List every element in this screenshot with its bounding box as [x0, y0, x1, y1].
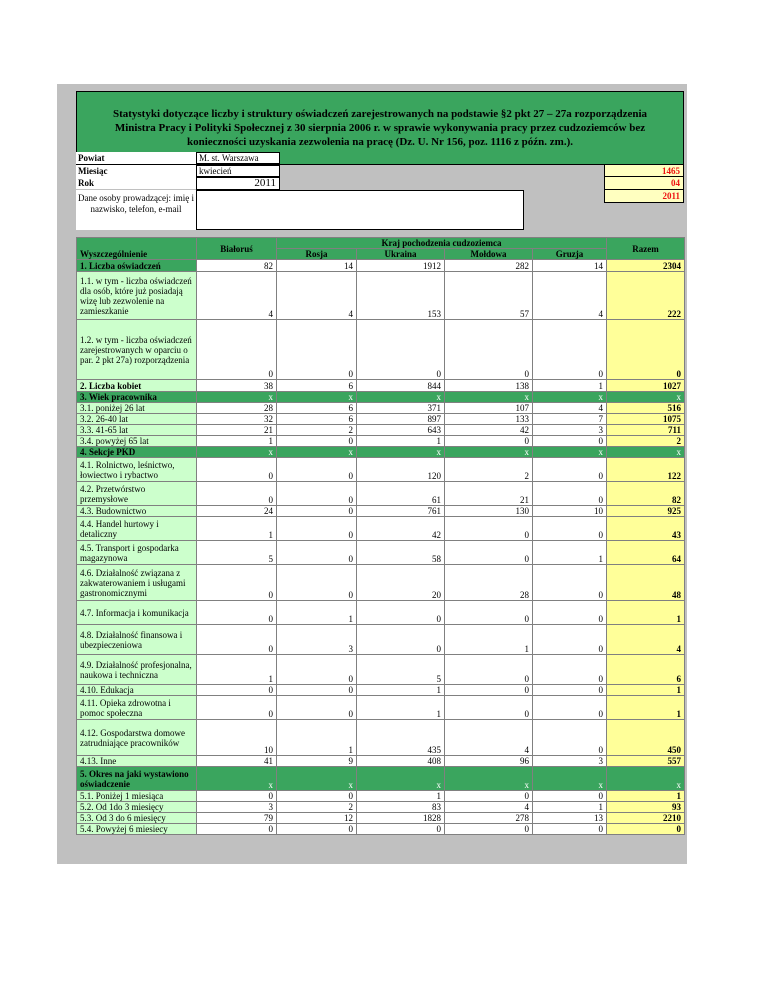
row-value-cell: x	[197, 447, 277, 458]
row-value-cell: 1	[197, 436, 277, 447]
row-value-cell: 38	[197, 380, 277, 392]
row-value-cell: x	[357, 392, 445, 403]
row-value-cell: 0	[445, 655, 533, 685]
row-value-cell: 2	[445, 458, 533, 482]
table-row	[77, 655, 685, 685]
row-value-cell: 0	[277, 436, 357, 447]
row-value-cell: 0	[445, 685, 533, 696]
table-row	[77, 685, 685, 696]
row-value-cell: x	[277, 767, 357, 791]
row-value-cell: x	[445, 447, 533, 458]
row-value-cell: 4	[533, 403, 607, 414]
row-total-cell: 1	[607, 601, 685, 625]
row-value-cell: 1828	[357, 813, 445, 824]
row-value-cell: 0	[277, 458, 357, 482]
row-value-cell: 21	[445, 482, 533, 506]
row-label: 3. Wiek pracownika	[77, 392, 197, 403]
row-label: 4.12. Gospodarstwa domowe zatrudniające pracowników	[77, 720, 197, 756]
row-value-cell: 24	[197, 506, 277, 517]
row-value-cell: 0	[445, 320, 533, 380]
row-value-cell: 0	[445, 824, 533, 835]
row-value-cell: 1912	[357, 260, 445, 272]
row-total-cell: 1027	[607, 380, 685, 392]
rok-value[interactable]: 2011	[196, 177, 280, 190]
row-value-cell: 10	[533, 506, 607, 517]
row-value-cell: 42	[357, 517, 445, 541]
row-total-cell: 93	[607, 802, 685, 813]
row-value-cell: 0	[197, 685, 277, 696]
code-rok: 2011	[604, 190, 684, 203]
row-label: 4.2. Przetwórstwo przemysłowe	[77, 482, 197, 506]
row-value-cell: 6	[277, 403, 357, 414]
row-value-cell: 0	[445, 517, 533, 541]
header-group-country: Kraj pochodzenia cudzoziemca	[277, 238, 607, 249]
row-value-cell: 0	[357, 320, 445, 380]
row-value-cell: 0	[533, 517, 607, 541]
row-label: 5.2. Od 1do 3 miesięcy	[77, 802, 197, 813]
row-total-cell: 2304	[607, 260, 685, 272]
table-row	[77, 625, 685, 655]
row-value-cell: 0	[197, 565, 277, 601]
row-value-cell: 1	[357, 791, 445, 802]
row-value-cell: 0	[277, 565, 357, 601]
row-total-cell: 222	[607, 272, 685, 320]
row-label: 1. Liczba oświadczeń	[77, 260, 197, 272]
row-total-cell: 2	[607, 436, 685, 447]
row-value-cell: 1	[357, 436, 445, 447]
row-label: 2. Liczba kobiet	[77, 380, 197, 392]
row-value-cell: 0	[277, 685, 357, 696]
row-label: 1.2. w tym - liczba oświadczeń zarejestrowanych w oparciu o par. 2 pkt 27a) rozporządzenia	[77, 320, 197, 380]
row-value-cell: 4	[445, 802, 533, 813]
row-label: 4.11. Opieka zdrowotna i pomoc społeczna	[77, 696, 197, 720]
row-value-cell: x	[533, 447, 607, 458]
row-total-cell: x	[607, 392, 685, 403]
row-total-cell: 43	[607, 517, 685, 541]
row-value-cell: 58	[357, 541, 445, 565]
row-value-cell: x	[357, 447, 445, 458]
table-row	[77, 565, 685, 601]
row-value-cell: 0	[445, 436, 533, 447]
table-row	[77, 380, 685, 392]
row-value-cell: 4	[533, 272, 607, 320]
row-label: 3.1. poniżej 26 lat	[77, 403, 197, 414]
row-total-cell: 1	[607, 696, 685, 720]
row-label: 4.4. Handel hurtowy i detaliczny	[77, 517, 197, 541]
row-value-cell: 83	[357, 802, 445, 813]
table-row	[77, 813, 685, 824]
document-title: Statystyki dotyczące liczby i struktury oświadczeń zarejestrowanych na podstawie §2 pkt 27 – 27a rozporządzenia Ministra Pracy i Polityki Społecznej z 30 sierpnia 2006 r. w sprawie wykonywania pracy przez cudzoziemców bez konieczności uzyskania zezwolenia na pracę (Dz. U. Nr 156, poz. 1116 z późn. zm.).	[76, 91, 684, 165]
row-value-cell: 0	[533, 696, 607, 720]
row-value-cell: 4	[197, 272, 277, 320]
row-value-cell: 10	[197, 720, 277, 756]
row-total-cell: 1075	[607, 414, 685, 425]
table-row	[77, 824, 685, 835]
table-row	[77, 482, 685, 506]
row-label: 5.3. Od 3 do 6 miesięcy	[77, 813, 197, 824]
row-label: 4.1. Rolnictwo, leśnictwo, łowiectwo i rybactwo	[77, 458, 197, 482]
row-label: 4.9. Działalność profesjonalna, naukowa i techniczna	[77, 655, 197, 685]
row-value-cell: 0	[357, 625, 445, 655]
header-col-5: Razem	[607, 238, 685, 260]
row-label: 4.5. Transport i gospodarka magazynowa	[77, 541, 197, 565]
row-total-cell: 711	[607, 425, 685, 436]
row-value-cell: 643	[357, 425, 445, 436]
row-label: 3.2. 26-40 lat	[77, 414, 197, 425]
row-label: 5. Okres na jaki wystawiono oświadczenie	[77, 767, 197, 791]
row-value-cell: 7	[533, 414, 607, 425]
table-row	[77, 506, 685, 517]
row-value-cell: 1	[277, 720, 357, 756]
table-row	[77, 425, 685, 436]
row-label: 4. Sekcje PKD	[77, 447, 197, 458]
powiat-label: Powiat	[76, 152, 196, 164]
table-row	[77, 272, 685, 320]
row-value-cell: 20	[357, 565, 445, 601]
row-value-cell: 3	[533, 756, 607, 767]
row-label: 5.4. Powyżej 6 miesiecy	[77, 824, 197, 835]
row-value-cell: 9	[277, 756, 357, 767]
row-total-cell: 1	[607, 685, 685, 696]
row-label: 4.3. Budownictwo	[77, 506, 197, 517]
row-value-cell: 5	[357, 655, 445, 685]
row-value-cell: 1	[445, 625, 533, 655]
row-value-cell: 0	[277, 655, 357, 685]
row-value-cell: 32	[197, 414, 277, 425]
row-value-cell: x	[445, 392, 533, 403]
row-value-cell: 0	[197, 601, 277, 625]
row-label: 3.3. 41-65 lat	[77, 425, 197, 436]
row-value-cell: 28	[445, 565, 533, 601]
row-value-cell: 278	[445, 813, 533, 824]
header-col-3: Mołdowa	[445, 249, 533, 260]
row-value-cell: x	[533, 767, 607, 791]
row-label: 4.6. Działalność związana z zakwaterowaniem i usługami gastronomicznymi	[77, 565, 197, 601]
row-value-cell: 3	[533, 425, 607, 436]
row-value-cell: 120	[357, 458, 445, 482]
row-total-cell: 557	[607, 756, 685, 767]
row-value-cell: 0	[277, 824, 357, 835]
row-value-cell: 4	[277, 272, 357, 320]
row-value-cell: 0	[533, 436, 607, 447]
row-value-cell: 57	[445, 272, 533, 320]
row-value-cell: 0	[277, 320, 357, 380]
row-value-cell: 107	[445, 403, 533, 414]
row-value-cell: 4	[445, 720, 533, 756]
row-value-cell: 0	[445, 791, 533, 802]
row-value-cell: 79	[197, 813, 277, 824]
row-value-cell: 435	[357, 720, 445, 756]
row-value-cell: 82	[197, 260, 277, 272]
row-value-cell: 61	[357, 482, 445, 506]
code-powiat: 1465	[604, 164, 684, 177]
row-value-cell: 2	[277, 802, 357, 813]
powiat-value[interactable]: M. st. Warszawa	[196, 152, 280, 164]
row-value-cell: 1	[277, 601, 357, 625]
row-value-cell: 0	[533, 791, 607, 802]
row-value-cell: x	[357, 767, 445, 791]
table-row	[77, 720, 685, 756]
table-row	[77, 756, 685, 767]
row-total-cell: 450	[607, 720, 685, 756]
row-value-cell: x	[533, 392, 607, 403]
table-row	[77, 601, 685, 625]
row-value-cell: 5	[197, 541, 277, 565]
row-value-cell: 282	[445, 260, 533, 272]
rok-label: Rok	[76, 177, 196, 189]
header-col-2: Ukraina	[357, 249, 445, 260]
row-value-cell: 0	[357, 824, 445, 835]
row-value-cell: 138	[445, 380, 533, 392]
row-total-cell: 122	[607, 458, 685, 482]
row-value-cell: x	[277, 392, 357, 403]
row-value-cell: 0	[533, 565, 607, 601]
row-value-cell: 6	[277, 380, 357, 392]
row-value-cell: 12	[277, 813, 357, 824]
row-value-cell: 3	[277, 625, 357, 655]
table-header-group-row	[77, 238, 685, 249]
row-label: 4.8. Działalność finansowa i ubezpieczeniowa	[77, 625, 197, 655]
table-row	[77, 447, 685, 458]
row-total-cell: x	[607, 767, 685, 791]
row-value-cell: 0	[277, 696, 357, 720]
row-label: 4.10. Edukacja	[77, 685, 197, 696]
table-row	[77, 696, 685, 720]
row-value-cell: 1	[357, 685, 445, 696]
header-col-0: Białoruś	[197, 238, 277, 260]
row-value-cell: x	[197, 767, 277, 791]
row-value-cell: 13	[533, 813, 607, 824]
row-value-cell: 1	[197, 655, 277, 685]
code-miesiac: 04	[604, 177, 684, 190]
row-total-cell: 1	[607, 791, 685, 802]
row-value-cell: 0	[533, 320, 607, 380]
table-row	[77, 802, 685, 813]
row-label: 4.7. Informacja i komunikacja	[77, 601, 197, 625]
row-value-cell: 0	[197, 696, 277, 720]
table-row	[77, 414, 685, 425]
table-row	[77, 320, 685, 380]
row-value-cell: 14	[277, 260, 357, 272]
table-row	[77, 458, 685, 482]
table-row	[77, 392, 685, 403]
header-col-1: Rosja	[277, 249, 357, 260]
row-value-cell: 42	[445, 425, 533, 436]
row-value-cell: x	[445, 767, 533, 791]
row-value-cell: 0	[197, 824, 277, 835]
row-value-cell: 0	[533, 720, 607, 756]
table-row	[77, 436, 685, 447]
table-row	[77, 767, 685, 791]
row-value-cell: 96	[445, 756, 533, 767]
row-value-cell: 28	[197, 403, 277, 414]
row-value-cell: 1	[533, 380, 607, 392]
row-total-cell: 0	[607, 824, 685, 835]
header-wyszczegolnienie: Wyszczególnienie	[77, 238, 197, 260]
contact-label: Dane osoby prowadzącej: imię i nazwisko, telefon, e-mail	[76, 190, 196, 230]
row-total-cell: 516	[607, 403, 685, 414]
row-value-cell: 0	[277, 517, 357, 541]
row-value-cell: 0	[197, 791, 277, 802]
row-value-cell: 0	[533, 601, 607, 625]
row-value-cell: 0	[533, 685, 607, 696]
row-value-cell: 130	[445, 506, 533, 517]
row-label: 3.4. powyżej 65 lat	[77, 436, 197, 447]
table-row	[77, 403, 685, 414]
statistics-table	[76, 237, 685, 835]
miesiac-value[interactable]: kwiecień	[196, 165, 280, 177]
miesiac-label: Miesiąc	[76, 165, 196, 177]
row-total-cell: 925	[607, 506, 685, 517]
contact-field[interactable]	[196, 190, 524, 230]
table-row	[77, 517, 685, 541]
header-col-4: Gruzja	[533, 249, 607, 260]
row-value-cell: 844	[357, 380, 445, 392]
row-value-cell: 0	[533, 625, 607, 655]
table-row	[77, 791, 685, 802]
row-value-cell: 0	[445, 541, 533, 565]
row-value-cell: 761	[357, 506, 445, 517]
row-value-cell: 371	[357, 403, 445, 414]
row-value-cell: 0	[197, 482, 277, 506]
row-label: 1.1. w tym - liczba oświadczeń dla osób, które już posiadają wizę lub zezwolenie na zamieszkanie	[77, 272, 197, 320]
row-value-cell: 1	[197, 517, 277, 541]
row-value-cell: 0	[277, 791, 357, 802]
row-value-cell: 0	[197, 320, 277, 380]
row-value-cell: 1	[357, 696, 445, 720]
row-value-cell: 0	[533, 458, 607, 482]
row-value-cell: 0	[533, 482, 607, 506]
row-value-cell: 1	[533, 802, 607, 813]
row-value-cell: 133	[445, 414, 533, 425]
row-value-cell: 0	[445, 696, 533, 720]
row-total-cell: 82	[607, 482, 685, 506]
row-total-cell: 6	[607, 655, 685, 685]
row-value-cell: x	[197, 392, 277, 403]
table-row	[77, 541, 685, 565]
row-value-cell: 0	[533, 655, 607, 685]
row-total-cell: 4	[607, 625, 685, 655]
row-value-cell: 41	[197, 756, 277, 767]
row-value-cell: x	[277, 447, 357, 458]
row-value-cell: 0	[533, 824, 607, 835]
row-value-cell: 0	[277, 506, 357, 517]
row-label: 5.1. Poniżej 1 miesiąca	[77, 791, 197, 802]
table-row	[77, 260, 685, 272]
row-value-cell: 3	[197, 802, 277, 813]
row-value-cell: 897	[357, 414, 445, 425]
row-value-cell: 0	[277, 482, 357, 506]
row-value-cell: 153	[357, 272, 445, 320]
row-label: 4.13. Inne	[77, 756, 197, 767]
row-value-cell: 1	[533, 541, 607, 565]
row-value-cell: 0	[197, 458, 277, 482]
row-value-cell: 0	[197, 625, 277, 655]
row-value-cell: 2	[277, 425, 357, 436]
row-total-cell: 0	[607, 320, 685, 380]
row-value-cell: 408	[357, 756, 445, 767]
row-total-cell: x	[607, 447, 685, 458]
row-total-cell: 64	[607, 541, 685, 565]
row-value-cell: 0	[445, 601, 533, 625]
row-value-cell: 0	[357, 601, 445, 625]
row-value-cell: 6	[277, 414, 357, 425]
row-value-cell: 0	[277, 541, 357, 565]
row-value-cell: 21	[197, 425, 277, 436]
row-value-cell: 14	[533, 260, 607, 272]
row-total-cell: 2210	[607, 813, 685, 824]
row-total-cell: 48	[607, 565, 685, 601]
